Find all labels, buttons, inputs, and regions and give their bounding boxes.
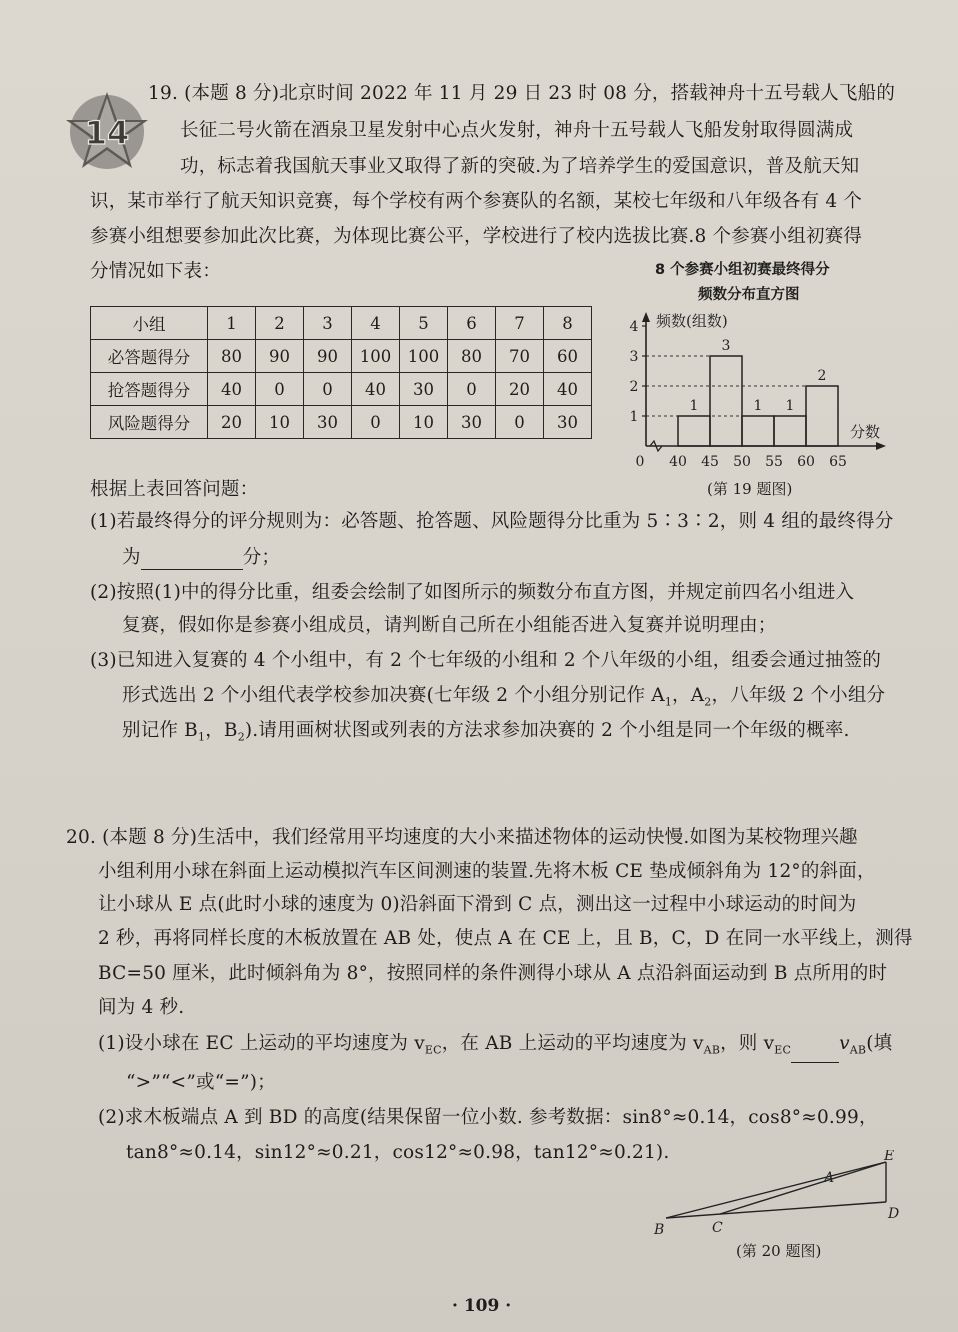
y-tick-label: 4: [629, 319, 639, 335]
q19-part3-text: 别记作 B: [122, 720, 198, 741]
x-tick-label: 45: [701, 454, 719, 470]
histogram-bar: [742, 416, 774, 446]
subscript: 2: [237, 730, 245, 744]
q19-part3-text: ，A: [672, 685, 705, 706]
table-header-cell: 4: [352, 307, 400, 340]
q20-part1-line-1: (1)设小球在 EC 上运动的平均速度为 $v_{EC}$，在 AB 上运动的平均速度为 $v_{AB}$，则 $v_{EC}$ $v_{AB}$(填: [98, 1032, 892, 1063]
score-table: [90, 306, 592, 439]
table-cell: 10: [400, 406, 448, 439]
table-header-label: 小组: [91, 307, 208, 340]
q19-line-1: 19. (本题 8 分)北京时间 2022 年 11 月 29 日 23 时 08 分，搭载神舟十五号载人飞船的: [148, 83, 896, 104]
q19-line-5: 参赛小组想要参加此次比赛，为体现比赛公平，学校进行了校内选拔比赛.8 个参赛小组初赛得: [90, 226, 863, 247]
table-cell: 40: [544, 373, 592, 406]
point-label-e: E: [884, 1150, 895, 1164]
y-axis-label: 频数(组数): [656, 312, 728, 330]
page-number: · 109 ·: [452, 1296, 512, 1316]
q20-line-3: 让小球从 E 点(此时小球的速度为 0)沿斜面下滑到 C 点，测出这一过程中小球运动的时间为: [98, 894, 857, 915]
histogram-bar: [806, 386, 838, 446]
table-header-cell: 8: [544, 307, 592, 340]
table-cell: 0: [496, 406, 544, 439]
frequency-histogram: [618, 306, 900, 474]
x-axis-arrow-icon: [876, 442, 886, 450]
point-label-c: C: [712, 1220, 723, 1236]
table-row-label: 抢答题得分: [91, 373, 208, 406]
q19-line-3: 功，标志着我国航天事业又取得了新的突破.为了培养学生的爱国意识，普及航天知: [180, 156, 860, 177]
bar-value-label: 1: [785, 398, 795, 414]
q20-line-5: BC=50 厘米，此时倾斜角为 8°，按照同样的条件测得小球从 A 点沿斜面运动到 B 点所用的时: [98, 963, 888, 984]
bar-value-label: 2: [817, 368, 827, 384]
y-tick-label: 1: [629, 409, 639, 425]
table-header-cell: 7: [496, 307, 544, 340]
histogram-bar: [710, 356, 742, 446]
table-cell: 60: [544, 340, 592, 373]
slope-figure: [648, 1150, 910, 1242]
histogram-bar: [678, 416, 710, 446]
table-cell: 0: [352, 406, 400, 439]
q20-part2-line-2: tan8°≈0.14，sin12°≈0.21，cos12°≈0.98，tan12°≈0.21).: [126, 1142, 670, 1163]
star-badge-icon: [62, 88, 152, 172]
x-tick-label: 55: [765, 454, 783, 470]
table-cell: 90: [304, 340, 352, 373]
table-cell: 80: [208, 340, 256, 373]
y-ticks: [630, 319, 646, 425]
q19-part3-line-3: [122, 719, 850, 750]
q19-part2-line-2: 复赛，假如你是参赛小组成员，请判断自己所在小组能否进入复赛并说明理由；: [122, 615, 777, 636]
q19-part1-suffix: 分；: [242, 547, 281, 568]
bar-value-label: 3: [721, 338, 731, 354]
q19-part3-text: ).请用画树状图或列表的方法求参加决赛的 2 个小组是同一个年级的概率.: [244, 720, 850, 741]
q20-part1-text: (1)设小球在 EC 上运动的平均速度为 v: [98, 1033, 425, 1054]
q19-part1-prefix: 为: [122, 547, 141, 568]
x-ticks: [636, 454, 847, 470]
segment-ce: [720, 1162, 886, 1214]
table-cell: 100: [352, 340, 400, 373]
bar-value-label: 1: [753, 398, 763, 414]
point-label-a: A: [824, 1170, 835, 1186]
point-label-b: B: [654, 1222, 665, 1238]
q19-part3-text: ，八年级 2 个小组分: [711, 685, 886, 706]
table-cell: 90: [256, 340, 304, 373]
table-header-cell: 6: [448, 307, 496, 340]
q20-part1-text: ，在 AB 上运动的平均速度为 v: [441, 1033, 704, 1054]
table-row: [91, 340, 592, 373]
q19-part1-line-2: [122, 546, 280, 570]
table-cell: 80: [448, 340, 496, 373]
subscript: AB: [849, 1043, 867, 1057]
q19-part3-text: ，B: [205, 720, 238, 741]
subscript: EC: [774, 1043, 792, 1057]
q20-line-2: 小组利用小球在斜面上运动模拟汽车区间测速的装置.先将木板 CE 垫成倾斜角为 12°的斜面，: [98, 861, 876, 882]
q20-part1-text: ，则 v: [720, 1033, 775, 1054]
q20-line-1: 20. (本题 8 分)生活中，我们经常用平均速度的大小来描述物体的运动快慢.如图为某校物理兴趣: [66, 827, 858, 848]
table-cell: 40: [352, 373, 400, 406]
subscript: AB: [703, 1043, 721, 1057]
q20-part1-text: (填: [866, 1033, 893, 1054]
q19-line-2: 长征二号火箭在酒泉卫星发射中心点火发射，神舟十五号载人飞船发射取得圆满成: [180, 120, 854, 141]
table-cell: 40: [208, 373, 256, 406]
x-tick-label: 65: [829, 454, 847, 470]
subscript: 1: [664, 695, 673, 709]
table-cell: 20: [496, 373, 544, 406]
table-cell: 30: [304, 406, 352, 439]
table-row-label: 风险题得分: [91, 406, 208, 439]
x-axis-label: 分数: [850, 423, 881, 441]
y-tick-label: 2: [629, 379, 639, 395]
q19-part3-line-1: (3)已知进入复赛的 4 个小组中，有 2 个七年级的小组和 2 个八年级的小组，组委会通过抽签的: [90, 650, 882, 671]
q20-part1-line-2: “>”“<”或“=”)；: [126, 1072, 276, 1093]
subscript: 1: [197, 730, 206, 744]
table-cell: 70: [496, 340, 544, 373]
chart-title-line-1: 8 个参赛小组初赛最终得分: [655, 262, 830, 278]
chart-title-line-2: 频数分布直方图: [698, 287, 800, 303]
answer-blank[interactable]: [791, 1046, 839, 1063]
q19-part3-text: 形式选出 2 个小组代表学校参加决赛(七年级 2 个小组分别记作 A: [122, 685, 665, 706]
subscript: 2: [704, 695, 712, 709]
q20-part2-line-1: (2)求木板端点 A 到 BD 的高度(结果保留一位小数. 参考数据：sin8°≈0.14，cos8°≈0.99，: [98, 1107, 878, 1128]
subscript: EC: [424, 1043, 442, 1057]
x-tick-label: 40: [669, 454, 687, 470]
histogram-guides: [646, 356, 806, 416]
histogram-bar: [774, 416, 806, 446]
q20-figure-caption: (第 20 题图): [736, 1242, 822, 1260]
x-tick-label: 60: [797, 454, 815, 470]
table-cell: 10: [256, 406, 304, 439]
y-tick-label: 3: [629, 349, 639, 365]
q19-line-6: 分情况如下表：: [90, 261, 221, 282]
table-row: [91, 406, 592, 439]
table-cell: 0: [448, 373, 496, 406]
table-cell: 0: [304, 373, 352, 406]
table-cell: 20: [208, 406, 256, 439]
q19-figure-caption: (第 19 题图): [707, 480, 793, 498]
table-cell: 30: [544, 406, 592, 439]
q19-prompt: 根据上表回答问题：: [90, 479, 259, 500]
q19-part3-line-2: [122, 684, 885, 715]
table-cell: 30: [400, 373, 448, 406]
q19-line-4: 识，某市举行了航天知识竞赛，每个学校有两个参赛队的名额，某校七年级和八年级各有 4 个: [90, 191, 863, 212]
q19-part2-line-1: (2)按照(1)中的得分比重，组委会绘制了如图所示的频数分布直方图，并规定前四名小组进入: [90, 582, 855, 603]
table-header-cell: 5: [400, 307, 448, 340]
table-header-row: [91, 307, 592, 340]
x-tick-label: 50: [733, 454, 751, 470]
x-tick-label: 0: [635, 454, 645, 470]
table-header-cell: 2: [256, 307, 304, 340]
answer-blank[interactable]: [141, 551, 243, 570]
table-row-label: 必答题得分: [91, 340, 208, 373]
y-axis-arrow-icon: [642, 312, 650, 322]
q19-part1-line-1: (1)若最终得分的评分规则为：必答题、抢答题、风险题得分比重为 5∶3∶2，则 4 组的最终得分: [90, 511, 894, 532]
badge-number: 14: [84, 114, 130, 152]
table-row: [91, 373, 592, 406]
table-cell: 0: [256, 373, 304, 406]
q20-line-4: 2 秒，再将同样长度的木板放置在 AB 处，使点 A 在 CE 上，且 B，C，D 在同一水平线上，测得: [98, 928, 913, 949]
table-header-cell: 1: [208, 307, 256, 340]
table-cell: 30: [448, 406, 496, 439]
table-cell: 100: [400, 340, 448, 373]
bar-value-label: 1: [689, 398, 699, 414]
table-header-cell: 3: [304, 307, 352, 340]
q20-line-6: 间为 4 秒.: [98, 997, 185, 1018]
point-label-d: D: [888, 1206, 900, 1222]
